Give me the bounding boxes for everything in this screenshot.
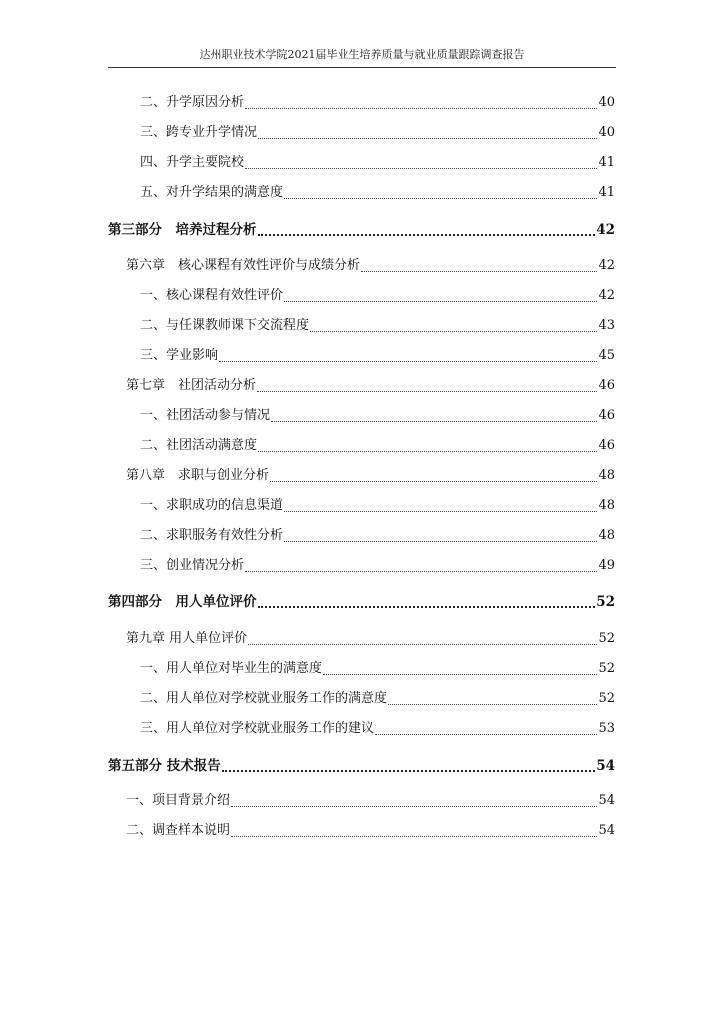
dot-leader <box>284 511 597 512</box>
dot-leader <box>310 331 597 332</box>
toc-entry-title: 三、创业情况分析 <box>140 558 245 573</box>
toc-entry-title: 第八章 求职与创业分析 <box>126 468 270 483</box>
toc-page-number: 41 <box>598 185 615 200</box>
dot-leader <box>284 301 597 302</box>
toc-entry[interactable] <box>140 152 615 174</box>
toc-entry-title: 二、求职服务有效性分析 <box>140 528 284 543</box>
toc-chapter-entry[interactable] <box>126 628 615 650</box>
toc-entry[interactable] <box>140 285 615 307</box>
dot-leader <box>284 198 597 199</box>
toc-page-number: 42 <box>596 222 615 238</box>
toc-entry-title: 第三部分 培养过程分析 <box>108 222 257 238</box>
toc-entry-title: 二、社团活动满意度 <box>140 438 258 453</box>
dot-leader <box>245 168 597 169</box>
dot-leader <box>219 361 597 362</box>
toc-chapter-entry[interactable] <box>126 375 615 397</box>
toc-entry[interactable] <box>140 122 615 144</box>
toc-entry[interactable] <box>140 525 615 547</box>
toc-entry-title: 第七章 社团活动分析 <box>126 378 257 393</box>
header-rule <box>108 67 616 68</box>
dot-leader <box>323 674 597 675</box>
toc-entry[interactable] <box>140 688 615 710</box>
toc-chapter-entry[interactable] <box>126 255 615 277</box>
running-header: 达州职业技术学院2021届毕业生培养质量与就业质量跟踪调查报告 <box>199 48 525 61</box>
toc-entry-title: 三、学业影响 <box>140 348 219 363</box>
dot-leader <box>258 138 597 139</box>
toc-entry[interactable] <box>140 405 615 427</box>
dot-leader <box>361 271 597 272</box>
toc-entry-title: 第六章 核心课程有效性评价与成绩分析 <box>126 258 361 273</box>
toc-entry[interactable] <box>140 92 615 114</box>
toc-page-number: 46 <box>598 438 615 453</box>
toc-page-number: 48 <box>598 468 615 483</box>
toc-page-number: 52 <box>598 691 615 706</box>
toc-page-number: 42 <box>598 258 615 273</box>
toc-entry-title: 一、项目背景介绍 <box>126 793 231 808</box>
toc-entry-title: 第五部分 技术报告 <box>108 758 221 774</box>
dot-leader <box>222 770 596 772</box>
dot-leader <box>248 644 597 645</box>
toc-entry[interactable] <box>140 555 615 577</box>
dot-leader <box>231 806 597 807</box>
toc-entry-title: 一、核心课程有效性评价 <box>140 288 284 303</box>
toc-entry-title: 五、对升学结果的满意度 <box>140 185 284 200</box>
toc-entry[interactable] <box>140 718 615 740</box>
toc-page-number: 54 <box>598 793 615 808</box>
dot-leader <box>258 606 596 608</box>
toc-entry-title: 三、跨专业升学情况 <box>140 125 258 140</box>
toc-entry[interactable] <box>140 658 615 680</box>
dot-leader <box>245 571 597 572</box>
toc-entry-title: 二、调查样本说明 <box>126 823 231 838</box>
toc-part-entry[interactable] <box>108 219 615 241</box>
toc-page-number: 46 <box>598 378 615 393</box>
toc-page-number: 53 <box>598 721 615 736</box>
dot-leader <box>284 541 597 542</box>
toc-entry[interactable] <box>140 435 615 457</box>
toc-page-number: 43 <box>598 318 615 333</box>
dot-leader <box>270 481 597 482</box>
toc-entry[interactable] <box>140 495 615 517</box>
toc-page-number: 54 <box>596 758 615 774</box>
dot-leader <box>388 704 597 705</box>
toc-page-number: 52 <box>598 661 615 676</box>
dot-leader <box>231 836 597 837</box>
toc-page-number: 49 <box>598 558 615 573</box>
toc-entry-title: 二、用人单位对学校就业服务工作的满意度 <box>140 691 388 706</box>
dot-leader <box>257 391 597 392</box>
toc-page-number: 41 <box>598 155 615 170</box>
toc-entry-title: 四、升学主要院校 <box>140 155 245 170</box>
toc-page-number: 48 <box>598 498 615 513</box>
toc-page-number: 52 <box>598 631 615 646</box>
toc-entry-title: 二、与任课教师课下交流程度 <box>140 318 310 333</box>
toc-page-number: 40 <box>598 95 615 110</box>
toc-entry[interactable] <box>140 315 615 337</box>
toc-page-number: 42 <box>598 288 615 303</box>
toc-part-entry[interactable] <box>108 591 615 613</box>
toc-entry[interactable] <box>140 345 615 367</box>
toc-entry-title: 一、社团活动参与情况 <box>140 408 271 423</box>
toc-entry-title: 第四部分 用人单位评价 <box>108 594 257 610</box>
toc-entry[interactable] <box>126 820 615 842</box>
dot-leader <box>258 451 597 452</box>
toc-page-number: 54 <box>598 823 615 838</box>
toc-page-number: 45 <box>598 348 615 363</box>
dot-leader <box>258 234 596 236</box>
toc-entry[interactable] <box>140 182 615 204</box>
toc-entry-title: 第九章 用人单位评价 <box>126 631 248 646</box>
toc-page-number: 46 <box>598 408 615 423</box>
toc-entry-title: 一、用人单位对毕业生的满意度 <box>140 661 323 676</box>
toc-entry[interactable] <box>126 790 615 812</box>
toc-entry-title: 一、求职成功的信息渠道 <box>140 498 284 513</box>
toc-part-entry[interactable] <box>108 755 615 777</box>
dot-leader <box>271 421 597 422</box>
toc-page-number: 40 <box>598 125 615 140</box>
toc-entry-title: 三、用人单位对学校就业服务工作的建议 <box>140 721 375 736</box>
toc-chapter-entry[interactable] <box>126 465 615 487</box>
toc-page-number: 52 <box>596 594 615 610</box>
dot-leader <box>375 734 597 735</box>
dot-leader <box>245 108 597 109</box>
toc-entry-title: 二、升学原因分析 <box>140 95 245 110</box>
toc-page-number: 48 <box>598 528 615 543</box>
